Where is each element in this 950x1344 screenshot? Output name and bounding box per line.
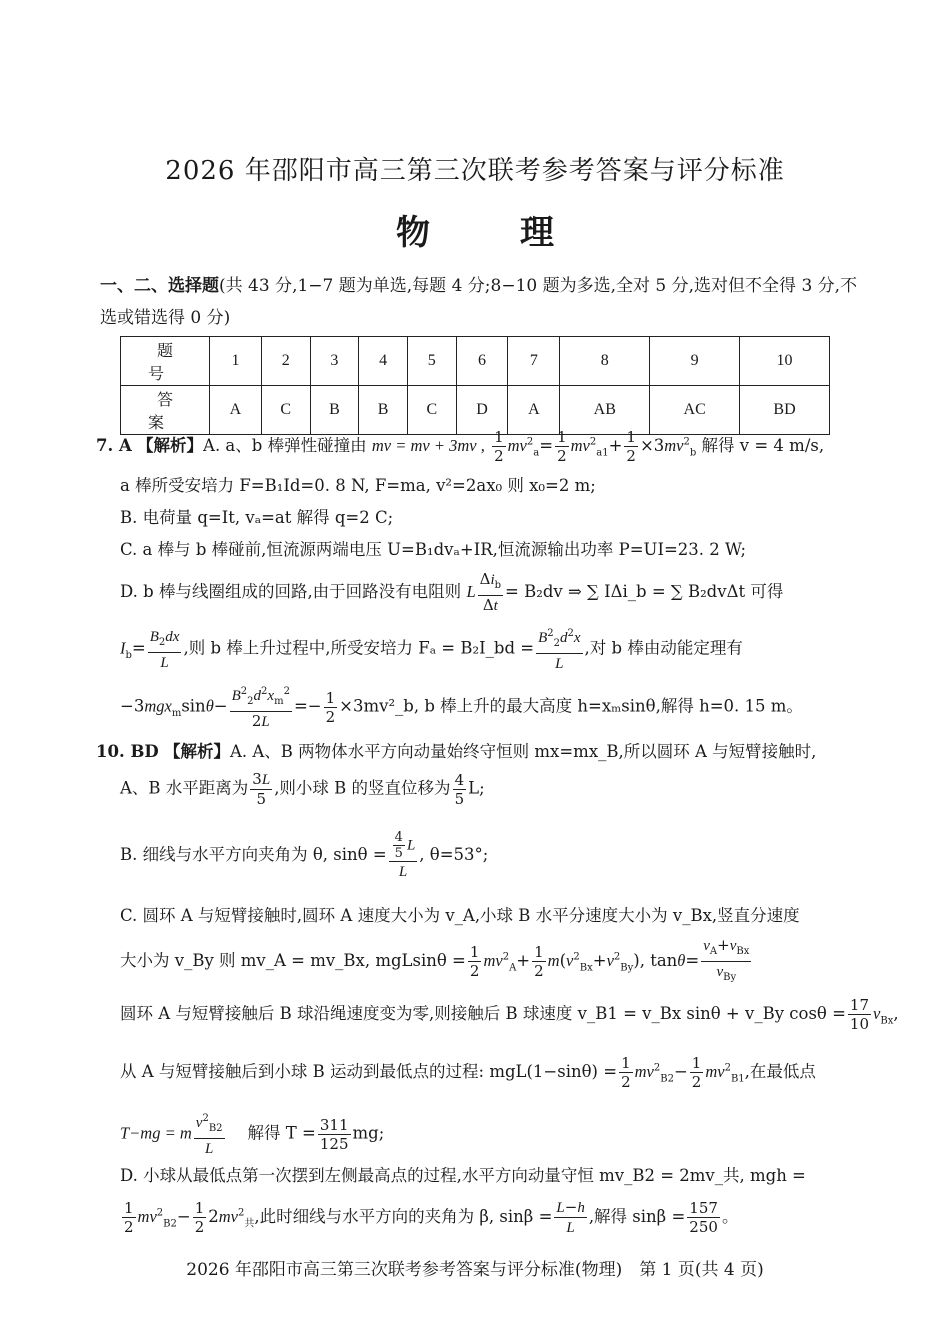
q7-label: 7. A — [96, 436, 132, 455]
fraction: $\frac{B^2_2d^2x}{L}$ — [536, 625, 582, 673]
q10-line-d: D. 小球从最低点第一次摆到左侧最高点的过程,水平方向动量守恒 mv_B2 = 2mv_共, mgh = — [120, 1166, 806, 1185]
fraction: $\frac{17}{10}$ — [849, 996, 870, 1033]
fraction: $\frac{311}{125}$ — [319, 1115, 349, 1153]
q10-line-a — [96, 738, 816, 762]
fraction: $\frac{1}{2}$ — [621, 1054, 631, 1091]
q10-line-c: C. 圆环 A 与短臂接触时,圆环 A 速度大小为 v_A,小球 B 水平分速度大小为 v_Bx,竖直分速度 — [120, 906, 800, 925]
question-number: 10 — [740, 337, 830, 386]
row-label: 题 号 — [121, 337, 210, 386]
fraction: $\frac{1}{2}$ — [325, 688, 336, 726]
fraction: $\frac{4}{5}$ L L — [389, 830, 418, 881]
fraction: $\frac{3L}{5}$ — [252, 770, 271, 808]
fraction: $\frac{1}{2}$ — [691, 1054, 702, 1091]
table-row — [121, 337, 830, 386]
q10-line-c5 — [120, 1110, 384, 1158]
section-heading — [100, 270, 860, 334]
fraction: $\frac{4}{5}$ — [454, 770, 465, 808]
question-number: 3 — [310, 337, 359, 386]
fraction: $\frac{157}{250}$ — [689, 1199, 718, 1236]
fraction: $\frac{1}{2}$ — [557, 428, 567, 465]
page-footer: 2026 年邵阳市高三第三次联考参考答案与评分标准(物理) 第 1 页(共 4 页) — [186, 1260, 764, 1280]
q10-line-d2-mid: ,此时细线与水平方向的夹角为 β, sinβ = — [254, 1207, 553, 1226]
answer-cell: AB — [560, 386, 650, 435]
q10-line-a2-end: L; — [468, 778, 485, 798]
fraction: $\frac{1}{2}$ — [494, 428, 504, 465]
q10-line-c3-text: 圆环 A 与短臂接触后 B 球沿绳速度变为零,则接触后 B 球速度 v_B1 = v_Bx sinθ + v_By cosθ = — [120, 1004, 846, 1023]
answer-cell: AC — [650, 386, 740, 435]
q10-line-c2-text: 大小为 v_By 则 mv_A = mv_Bx, mgLsinθ = — [120, 951, 466, 970]
answer-cell: B — [359, 386, 408, 435]
q7-line-a: 7. A 【解析】A. a、b 棒弹性碰撞由 mv = mv + 3mv , $\frac{1}{2}$ $mv^2_a=$ $\frac{1}{2}$ $mv^2_{a1}+$ $\frac{1}{2}$ $\times 3mv^2_b$ 解得 v = 4 m/s, — [96, 428, 825, 465]
q7-line-d-text: D. b 棒与线圈组成的回路,由于回路没有电阻则 — [120, 582, 462, 601]
fraction: $\frac{1}{2}$ — [626, 428, 636, 465]
q10-line-c4-end: ,在最低点 — [744, 1062, 816, 1081]
q10-line-c5-end: mg; — [352, 1123, 385, 1143]
q7-line-d: D. b 棒与线圈组成的回路,由于回路没有电阻则 L $\frac{\Delta i_b}{\Delta t}$ = B₂dv ⇒ ∑ IΔi_b = ∑ B₂dvΔt 可得 — [120, 570, 784, 614]
fraction: $\frac{B_2dx}{L}$ — [149, 628, 180, 671]
question-number: 6 — [456, 337, 508, 386]
q10-line-b-text: B. 细线与水平方向夹角为 θ, sinθ = — [120, 845, 387, 864]
question-number: 4 — [359, 337, 408, 386]
answer-cell: A — [210, 386, 262, 435]
answer-cell: C — [407, 386, 456, 435]
q10-line-a2 — [120, 770, 485, 808]
answer-table — [120, 336, 830, 435]
q10-tag: 【解析】 — [163, 742, 230, 761]
question-number: 9 — [650, 337, 740, 386]
section-note: (共 43 分,1−7 题为单选,每题 4 分;8−10 题为多选,全对 5 分,选对但不全得 3 分,不选或错选得 0 分) — [100, 276, 858, 328]
fraction: $\frac{B^2_2d^2x_m^2}{2L}$ — [230, 683, 292, 731]
fraction: $\frac{L-h}{L}$ — [556, 1198, 585, 1236]
q7-line-d2-end: ,对 b 棒由动能定理有 — [584, 638, 743, 658]
q10-line-c3: 圆环 A 与短臂接触后 B 球沿绳速度变为零,则接触后 B 球速度 v_B1 = v_Bx sinθ + v_By cosθ = $\frac{17}{10}$ $v_{Bx}$, — [120, 996, 899, 1033]
q7-line-c: C. a 棒与 b 棒碰前,恒流源两端电压 U=B₁dvₐ+IR,恒流源输出功率 P=UI=23. 2 W; — [120, 540, 747, 559]
fraction: $\frac{v_A+v_{Bx}}{v_{By}}$ — [703, 936, 750, 983]
q7-tag: 【解析】 — [137, 436, 204, 455]
fraction: $\frac{v^2_{B2}}{L}$ — [194, 1110, 225, 1158]
fraction: $\frac{1}{2}$ — [469, 943, 480, 980]
q10-line-a2-text: A、B 水平距离为 — [120, 778, 249, 798]
fraction: $\frac{1}{2}$ — [194, 1199, 205, 1236]
q10-line-c5-solve: 解得 T = — [247, 1123, 316, 1143]
q10-line-a-text: A. A、B 两物体水平方向动量始终守恒则 mx=mx_B,所以圆环 A 与短臂接触时, — [229, 742, 817, 761]
q10-line-b-end: , θ=53°; — [419, 845, 489, 864]
question-number: 8 — [560, 337, 650, 386]
q10-line-c4-text: 从 A 与短臂接触后到小球 B 运动到最低点的过程: mgL(1−sinθ) = — [120, 1062, 618, 1081]
q10-line-c4: 从 A 与短臂接触后到小球 B 运动到最低点的过程: mgL(1−sinθ) = $\frac{1}{2}$ $mv^2_{B2}-$ $\frac{1}{2}$ $mv^2_{B1}$,在最低点 — [120, 1054, 816, 1091]
q10-line-c5-text: T−mg = m — [120, 1123, 192, 1143]
q10-label: 10. BD — [96, 742, 159, 761]
question-number: 2 — [261, 337, 310, 386]
answer-cell: C — [261, 386, 310, 435]
row-label: 答 案 — [121, 386, 210, 435]
subject-title: 物 理 — [396, 213, 582, 253]
q7-line-d2-text: ,则 b 棒上升过程中,所受安培力 Fₐ = B₂I_bd = — [183, 638, 535, 658]
fraction: $\frac{\Delta i_b}{\Delta t}$ — [479, 570, 502, 614]
q10-line-c2: 大小为 v_By 则 mv_A = mv_Bx, mgLsinθ = $\frac{1}{2}$ $mv^2_A+$ $\frac{1}{2}$ $m(v^2_{Bx}+v^2_{By})$, tanθ= $\frac{v_A+v_{Bx}}{v_{By}}$ — [120, 936, 753, 987]
q7-line-b: B. 电荷量 q=It, vₐ=at 解得 q=2 C; — [120, 508, 394, 527]
answer-cell: B — [310, 386, 359, 435]
answer-cell: D — [456, 386, 508, 435]
question-number: 1 — [210, 337, 262, 386]
question-number: 7 — [508, 337, 560, 386]
q7-text: A. a、b 棒弹性碰撞由 — [203, 436, 367, 455]
question-number: 5 — [407, 337, 456, 386]
q7-eq: mv = mv + 3mv , — [371, 436, 485, 455]
q10-line-d2-end: ,解得 sinβ = — [588, 1207, 686, 1226]
q7-line-d3: −3mgx$_m$sinθ− $\frac{B^2_2d^2x_m^2}{2L}$ =− $\frac{1}{2}$ ×3mv²_b, b 棒上升的最大高度 h=xₘsinθ,解得 h=0. 15 m。 — [120, 683, 803, 731]
section-label: 一、二、选择题 — [100, 276, 219, 296]
q7-solve: 解得 v = 4 m/s, — [701, 436, 825, 455]
q10-line-d2: $\frac{1}{2}$ $mv^2_{B2}-$ $\frac{1}{2}$ $2mv^2_共$,此时细线与水平方向的夹角为 β, sinβ = $\frac{L-h}{L}$ ,解得 sinβ = $\frac{157}{250}$ 。 — [124, 1198, 739, 1236]
q10-line-b — [120, 830, 488, 881]
q7-line-d2: $I_b=$ $\frac{B_2dx}{L}$ ,则 b 棒上升过程中,所受安培力 Fₐ = B₂I_bd = $\frac{B^2_2d^2x}{L}$ ,对 b 棒由动能定理有 — [120, 625, 743, 673]
answer-cell: BD — [740, 386, 830, 435]
q7-line-d3-text: ×3mv²_b, b 棒上升的最大高度 h=xₘsinθ,解得 h=0. 15 m。 — [339, 696, 803, 716]
q7-line-d-eq: = B₂dv ⇒ ∑ IΔi_b = ∑ B₂dvΔt 可得 — [505, 582, 784, 601]
answer-cell: A — [508, 386, 560, 435]
fraction: $\frac{1}{2}$ — [534, 943, 544, 980]
q7-line-a2: a 棒所受安培力 F=B₁Id=0. 8 N, F=ma, v²=2ax₀ 则 x₀=2 m; — [120, 476, 596, 495]
document-title: 2026 年邵阳市高三第三次联考参考答案与评分标准 — [165, 156, 785, 186]
q10-line-a2-mid: ,则小球 B 的竖直位移为 — [274, 778, 451, 798]
fraction: $\frac{1}{2}$ — [124, 1199, 134, 1236]
